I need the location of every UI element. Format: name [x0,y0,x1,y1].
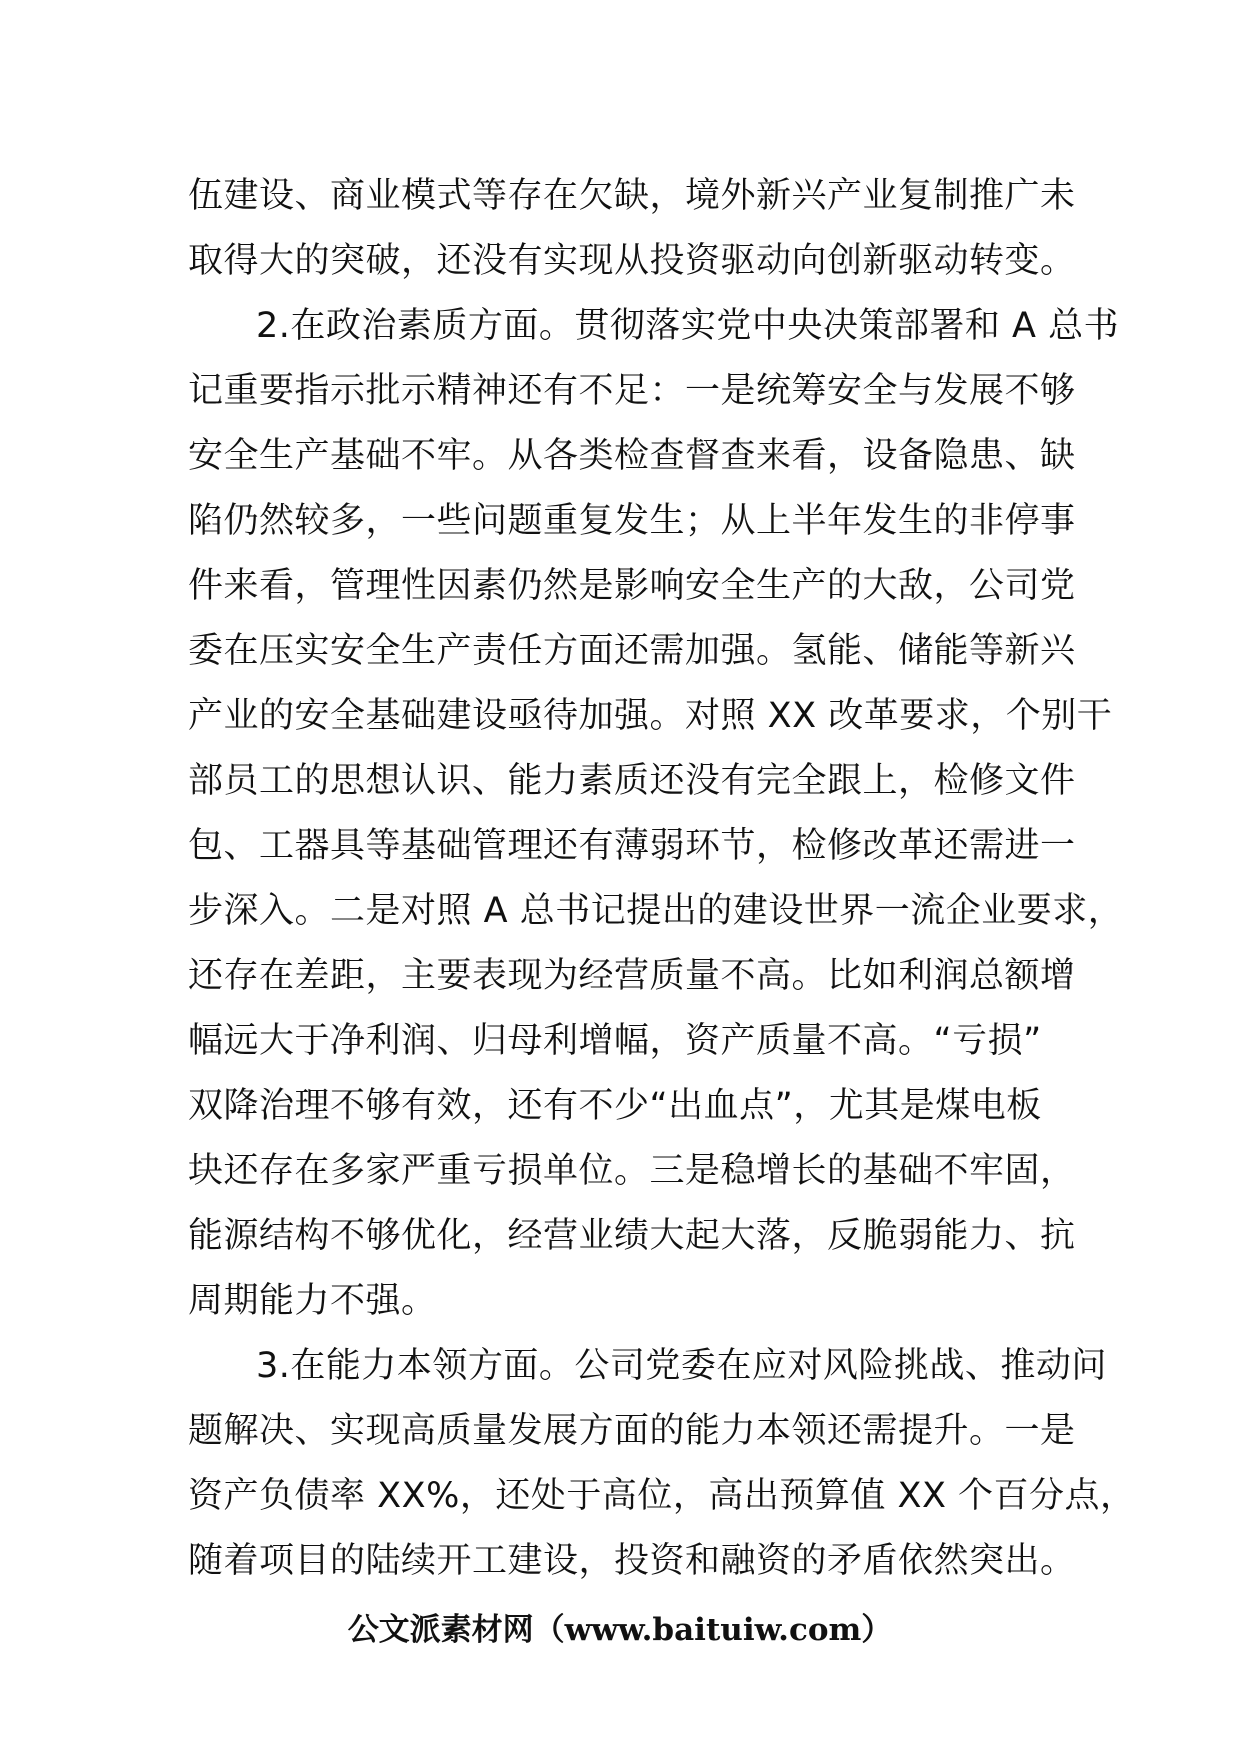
text-line: 部员工的思想认识、能力素质还没有完全跟上，检修文件 [188,761,1076,801]
text-line: 伍建设、商业模式等存在欠缺，境外新兴产业复制推广未 [188,176,1076,216]
text-line: 记重要指示批示精神还有不足：一是统筹安全与发展不够 [188,371,1076,411]
text-line: 产业的安全基础建设亟待加强。对照 XX 改革要求，个别干 [188,696,1113,736]
paragraph-start-line: 3.在能力本领方面。公司党委在应对风险挑战、推动问 [256,1346,1107,1386]
text-line: 能源结构不够优化，经营业绩大起大落，反脆弱能力、抗 [188,1216,1076,1256]
text-line: 安全生产基础不牢。从各类检查督查来看，设备隐患、缺 [188,436,1076,476]
text-line: 取得大的突破，还没有实现从投资驱动向创新驱动转变。 [188,241,1076,281]
text-line: 包、工器具等基础管理还有薄弱环节，检修改革还需进一 [188,826,1076,866]
document-body [188,164,1136,1594]
text-line: 幅远大于净利润、归母利增幅，资产质量不高。“亏损” [188,1021,1042,1061]
text-line: 题解决、实现高质量发展方面的能力本领还需提升。一是 [188,1411,1076,1451]
text-line: 件来看，管理性因素仍然是影响安全生产的大敌，公司党 [188,566,1076,606]
text-line: 委在压实安全生产责任方面还需加强。氢能、储能等新兴 [188,631,1076,671]
paragraph-start-line: 2.在政治素质方面。贯彻落实党中央决策部署和 A 总书 [256,306,1120,346]
page-footer-watermark: 公文派素材网（www.baituiw.com） [347,1612,893,1648]
text-line: 还存在差距，主要表现为经营质量不高。比如利润总额增 [188,956,1076,996]
text-line: 块还存在多家严重亏损单位。三是稳增长的基础不牢固， [188,1151,1076,1191]
text-line: 陷仍然较多，一些问题重复发生；从上半年发生的非停事 [188,501,1076,541]
text-line: 双降治理不够有效，还有不少“出血点”，尤其是煤电板 [188,1086,1042,1126]
text-line: 步深入。二是对照 A 总书记提出的建设世界一流企业要求， [188,891,1124,931]
text-line: 周期能力不强。 [188,1281,437,1321]
text-line: 随着项目的陆续开工建设，投资和融资的矛盾依然突出。 [188,1541,1076,1581]
text-line: 资产负债率 XX%，还处于高位，高出预算值 XX 个百分点， [188,1476,1136,1516]
